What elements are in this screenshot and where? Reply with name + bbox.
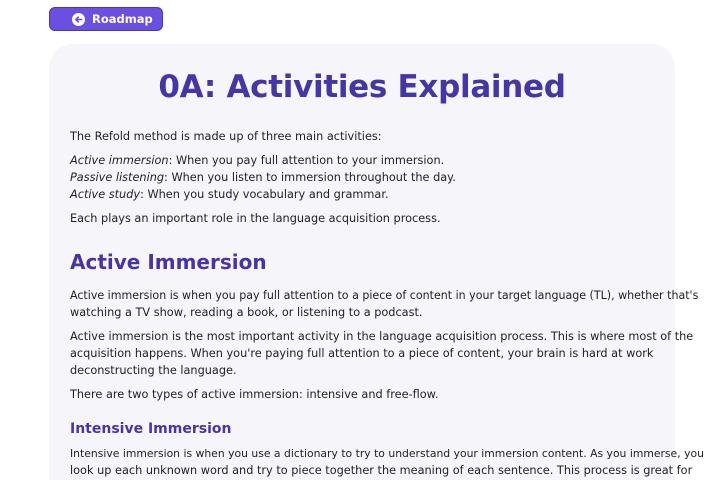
activity-desc: : When you listen to immersion throughout the day. [164,171,456,184]
page-title: 0A: Activities Explained [158,69,566,105]
section-heading: Active Immersion [70,250,267,274]
subsection-heading: Intensive Immersion [70,421,232,437]
paragraph-line: deconstructing the language. [70,364,237,377]
roadmap-label: Roadmap [92,12,153,26]
paragraph-line: Active immersion is when you pay full attention to a piece of content in your target language (TL), whether that's [70,289,699,302]
paragraph-line: Intensive immersion is when you use a dictionary to try to understand your immersion content. As you immerse, you [70,447,704,460]
paragraph-line: look up each unknown word and try to piece together the meaning of each sentence. This process is great for [70,464,693,477]
roadmap-button[interactable] [49,7,163,31]
activity-item [70,152,444,169]
arrow-left-circle-icon [72,13,85,26]
intro-text: The Refold method is made up of three main activities: [70,130,382,143]
activity-term: Active study [70,188,141,201]
activity-desc: : When you study vocabulary and grammar. [140,188,389,201]
paragraph-line: acquisition happens. When you're paying full attention to a piece of content, your brain is hard at work [70,347,654,360]
activity-desc: : When you pay full attention to your immersion. [168,154,445,167]
paragraph-line: watching a TV show, reading a book, or listening to a podcast. [70,306,423,319]
role-text: Each plays an important role in the language acquisition process. [70,212,441,225]
paragraph-line: Active immersion is the most important activity in the language acquisition process. This is where most of the [70,330,694,343]
activity-item [70,186,389,203]
activity-term: Active immersion [70,154,169,167]
activity-item [70,169,456,186]
activity-term: Passive listening [70,171,165,184]
paragraph-line: There are two types of active immersion: intensive and free-flow. [70,388,439,401]
